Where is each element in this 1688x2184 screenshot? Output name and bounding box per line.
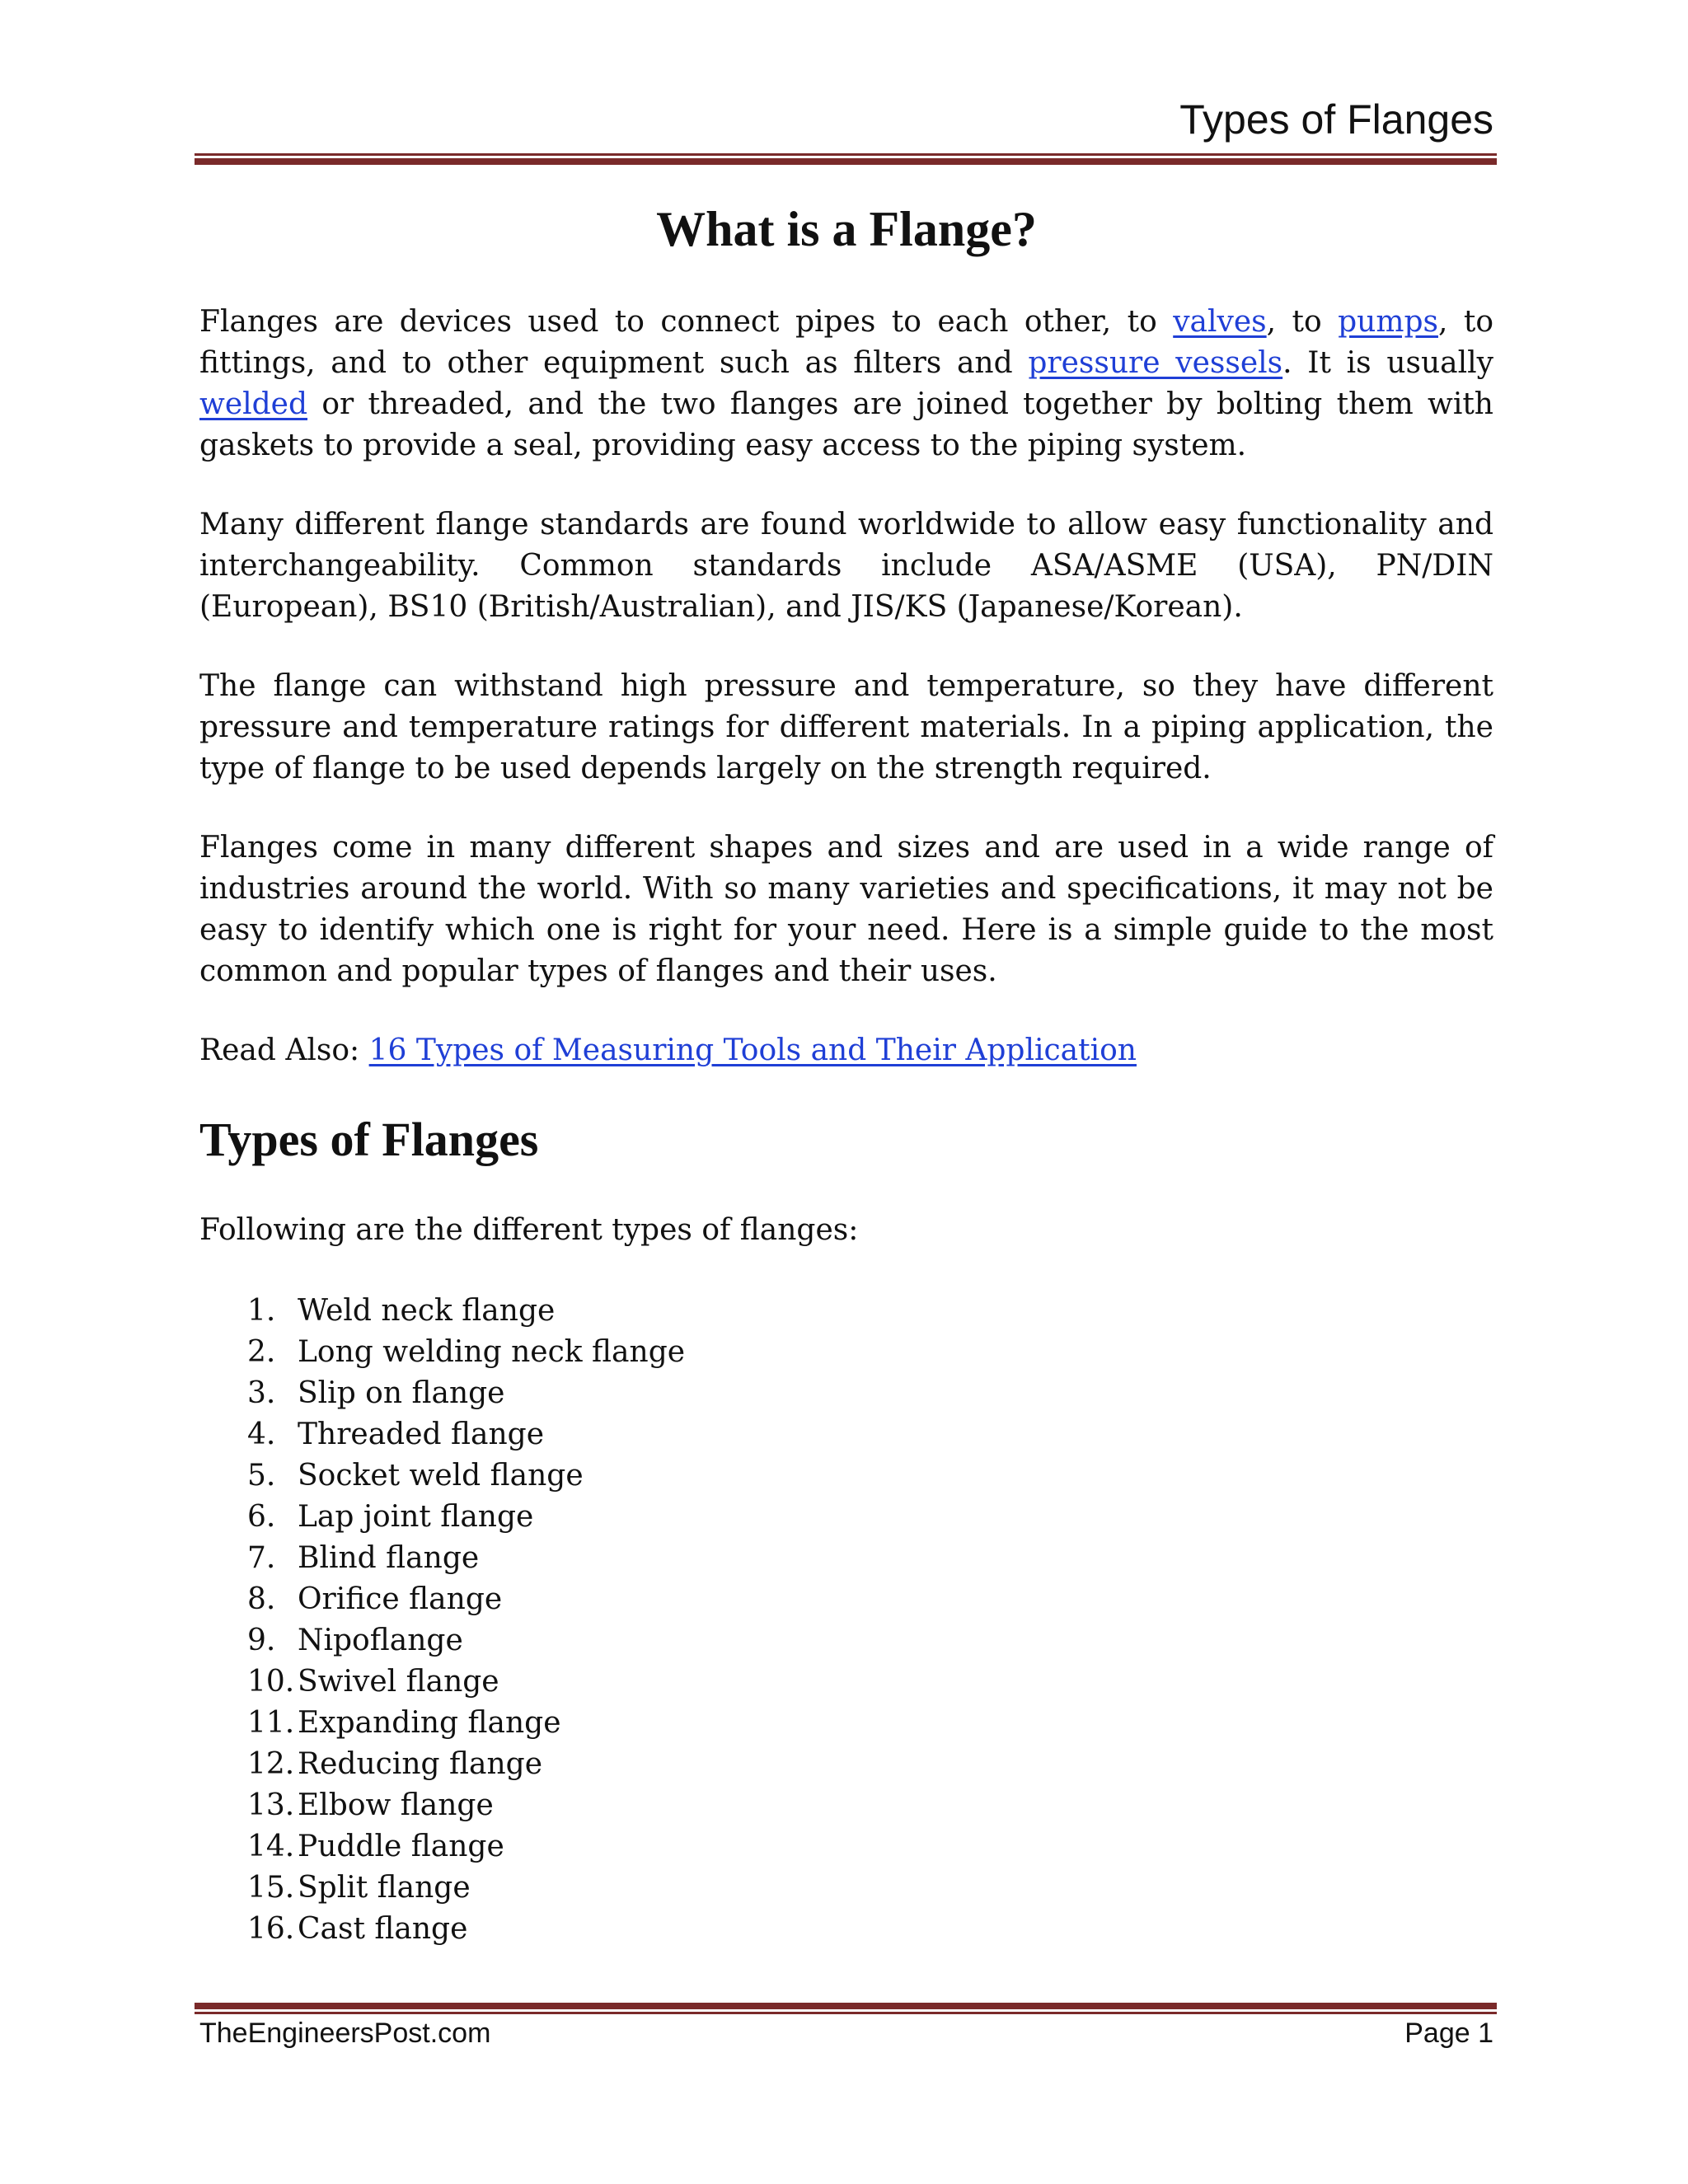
- page-title: What is a Flange?: [656, 202, 1037, 256]
- list-item-number: 12.: [247, 1747, 295, 1781]
- paragraph-intro: [199, 302, 1493, 466]
- header-rule: [195, 153, 1497, 165]
- section-heading-types: Types of Flanges: [199, 1113, 539, 1166]
- list-item-label: Swivel flange: [298, 1665, 499, 1699]
- footer-page-number: Page 1: [1404, 2018, 1493, 2049]
- list-item-label: Blind flange: [298, 1541, 480, 1575]
- paragraph-text: . It is usually: [1282, 346, 1493, 380]
- list-item: [199, 1909, 1189, 1950]
- list-item-label: Nipoflange: [298, 1624, 463, 1657]
- list-item-label: Slip on flange: [298, 1376, 505, 1410]
- list-item-label: Puddle flange: [298, 1830, 504, 1863]
- list-item-label: Lap joint flange: [298, 1500, 534, 1534]
- list-item-number: 5.: [247, 1459, 276, 1493]
- list-item: [199, 1744, 1189, 1785]
- list-item: [199, 1414, 1189, 1455]
- list-item-label: Expanding flange: [298, 1706, 561, 1740]
- list-item-label: Elbow flange: [298, 1788, 494, 1822]
- paragraph-text: , to: [1266, 305, 1339, 339]
- list-item-number: 9.: [247, 1624, 276, 1657]
- paragraph-standards: Many different flange standards are found worldwide to allow easy functionality and interchangeability. Common standards include ASA/ASME (USA), PN/DIN (European), BS10 (British/Australian), and JIS/KS (Japanese/Korean).: [199, 508, 1493, 624]
- list-item: [199, 1868, 1189, 1909]
- list-item: [199, 1332, 1189, 1373]
- list-item: [199, 1785, 1189, 1826]
- list-item-number: 15.: [247, 1871, 295, 1905]
- list-item-label: Long welding neck flange: [298, 1335, 686, 1369]
- list-item: [199, 1579, 1189, 1620]
- list-item-number: 7.: [247, 1541, 276, 1575]
- paragraph-varieties: Flanges come in many different shapes and sizes and are used in a wide range of industries around the world. With so many varieties and specifications, it may not be easy to identify which one is right for your need. Here is a simple guide to the most common and popular types of flanges and their uses.: [199, 831, 1493, 988]
- list-item: [199, 1497, 1189, 1538]
- list-item-number: 8.: [247, 1582, 276, 1616]
- list-item-label: Socket weld flange: [298, 1459, 584, 1493]
- header-rule-thick-line: [195, 158, 1497, 165]
- list-item-number: 2.: [247, 1335, 276, 1369]
- link-pumps[interactable]: pumps: [1338, 305, 1438, 339]
- list-item-number: 14.: [247, 1830, 295, 1863]
- paragraph-text: , to fittings, and to other equipment such as filters and: [199, 305, 1493, 380]
- list-item-number: 3.: [247, 1376, 276, 1410]
- list-item: [199, 1620, 1189, 1661]
- list-item-number: 1.: [247, 1294, 276, 1328]
- list-item: [199, 1703, 1189, 1744]
- flange-types-list: [199, 1291, 1189, 1950]
- link-read-also[interactable]: 16 Types of Measuring Tools and Their Application: [368, 1033, 1137, 1067]
- list-item-label: Split flange: [298, 1871, 471, 1905]
- list-item-label: Weld neck flange: [298, 1294, 556, 1328]
- running-header-title: Types of Flanges: [1179, 96, 1493, 143]
- list-item: [199, 1826, 1189, 1868]
- list-item-label: Threaded flange: [298, 1418, 545, 1451]
- list-item: [199, 1291, 1189, 1332]
- link-valves[interactable]: valves: [1173, 305, 1267, 339]
- list-item-number: 4.: [247, 1418, 276, 1451]
- list-item: [199, 1538, 1189, 1579]
- list-item-label: Reducing flange: [298, 1747, 542, 1781]
- list-item-number: 6.: [247, 1500, 276, 1534]
- list-item: [199, 1455, 1189, 1497]
- types-intro: Following are the different types of flanges:: [199, 1213, 859, 1247]
- list-item: [199, 1661, 1189, 1703]
- paragraph-text: or threaded, and the two flanges are joined together by bolting them with gaskets to provide a seal, providing easy access to the piping system.: [199, 387, 1493, 462]
- list-item-number: 11.: [247, 1706, 295, 1740]
- footer-site-name: TheEngineersPost.com: [199, 2018, 491, 2049]
- link-pressure-vessels[interactable]: pressure vessels: [1028, 346, 1283, 380]
- list-item-number: 13.: [247, 1788, 295, 1822]
- paragraph-text: Flanges are devices used to connect pipes to each other, to: [199, 305, 1174, 339]
- list-item: [199, 1373, 1189, 1414]
- list-item-number: 16.: [247, 1912, 295, 1946]
- read-also: [199, 1030, 1493, 1071]
- list-item-label: Cast flange: [298, 1912, 468, 1946]
- footer-rule-thick-line: [195, 2003, 1497, 2009]
- paragraph-ratings: The flange can withstand high pressure and temperature, so they have different pressure and temperature ratings for different materials. In a piping application, the type of flange to be used depends largely on the strength required.: [199, 669, 1493, 785]
- list-item-number: 10.: [247, 1665, 295, 1699]
- link-welded[interactable]: welded: [199, 387, 308, 421]
- list-item-label: Orifice flange: [298, 1582, 503, 1616]
- read-also-label: Read Also:: [199, 1033, 369, 1067]
